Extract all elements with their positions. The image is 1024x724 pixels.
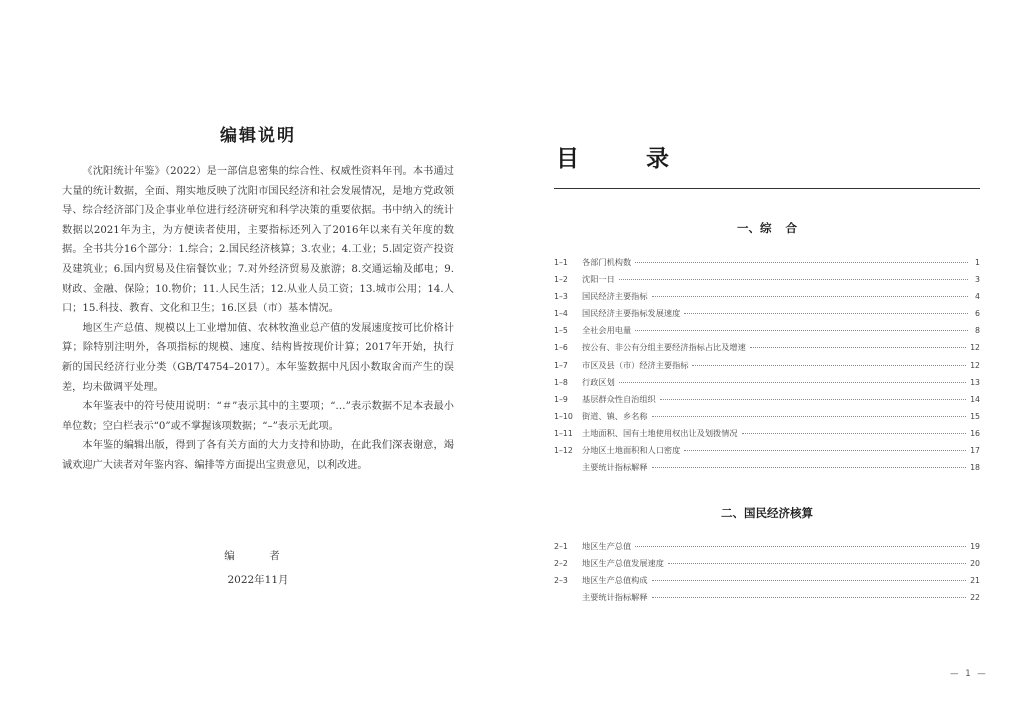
toc-dot-leader [652, 296, 968, 297]
signature-date: 2022年11月 [227, 574, 289, 586]
toc-dot-leader [652, 467, 967, 468]
toc-dot-leader [660, 399, 966, 400]
toc-entry[interactable] [554, 541, 980, 558]
toc-entry-page: 16 [970, 428, 980, 438]
signature-block [62, 548, 454, 587]
toc-entry-page: 19 [970, 542, 980, 551]
toc-dot-leader [652, 597, 967, 598]
toc-entry-title: 沈阳一日 [582, 274, 615, 285]
toc-dot-leader [742, 433, 967, 434]
signature-editor: 编 者 [224, 550, 292, 562]
section-heading-part: 一、综 [737, 221, 772, 235]
toc-entry[interactable] [554, 558, 980, 575]
toc-entry-page: 1 [975, 258, 980, 267]
toc-entry-page: 14 [970, 394, 980, 404]
editorial-notes-body [62, 162, 454, 476]
toc-entry-title: 按公有、非公有分组主要经济指标占比及增速 [582, 342, 746, 353]
toc-entry-number: 1–11 [554, 428, 573, 438]
toc-entry[interactable] [554, 342, 980, 359]
toc-entry-page: 12 [970, 343, 980, 353]
toc-entry-title: 主要统计指标解释 [582, 462, 648, 473]
toc-dot-leader [668, 563, 966, 564]
toc-entry[interactable] [554, 462, 980, 479]
toc-entry[interactable] [554, 411, 980, 428]
toc-entry-title: 地区生产总值发展速度 [582, 558, 664, 569]
toc-dot-leader [619, 382, 966, 383]
toc-entry-number: 1–9 [554, 394, 568, 404]
toc-entry-page: 3 [975, 275, 980, 285]
toc-entry[interactable] [554, 360, 980, 377]
toc-section-heading-overview [554, 220, 980, 236]
toc-entry-page: 8 [975, 326, 980, 336]
toc-entry-title: 分地区土地面积和人口密度 [582, 445, 681, 456]
toc-entry-number: 1–4 [554, 309, 568, 319]
toc-heading: 目 录 [556, 146, 691, 172]
notes-paragraph: 本年鉴的编辑出版，得到了各有关方面的大力支持和协助，在此我们深表谢意，竭诚欢迎广大读者对年鉴内容、编排等方面提出宝贵意见，以利改进。 [62, 440, 454, 471]
toc-dot-leader [635, 262, 968, 263]
toc-entry-number: 1–2 [554, 275, 568, 285]
toc-entry-title: 主要统计指标解释 [582, 592, 648, 603]
toc-entry[interactable] [554, 257, 980, 274]
toc-list-overview [554, 257, 980, 479]
notes-paragraph: 《沈阳统计年鉴》（2022）是一部信息密集的综合性、权威性资料年刊。本书通过大量的统计数据，全面、翔实地反映了沈阳市国民经济和社会发展情况，是地方党政领导、综合经济部门及企事业单位进行经济研究和科学决策的重要依据。书中纳入的统计数据以2021年为主，为方便读者使用，主要指标还列入了2016年以来有关年度的数据。全书共分16个部分：1.综合；2.国民经济核算；3.农业；4.工业；5.固定资产投资及建筑业；6.国内贸易及住宿餐饮业；7.对外经济贸易及旅游；8.交通运输及邮电；9.财政、金融、保险；10.物价；11.人民生活；12.从业人员工资；13.城市公用；14.人口；15.科技、教育、文化和卫生；16.区县（市）基本情况。 [62, 166, 454, 315]
toc-dot-leader [692, 365, 966, 366]
toc-entry-page: 13 [970, 377, 980, 387]
toc-entry[interactable] [554, 394, 980, 411]
editorial-notes-title: 编辑说明 [220, 126, 296, 146]
toc-entry[interactable] [554, 325, 980, 342]
toc-divider [554, 188, 980, 189]
toc-entry-number: 2–1 [554, 542, 568, 551]
toc-entry-title: 地区生产总值构成 [582, 575, 648, 586]
toc-entry-number: 1–5 [554, 326, 568, 336]
toc-entry-title: 各部门机构数 [582, 257, 632, 267]
toc-entry-title: 基层群众性自治组织 [582, 393, 656, 404]
toc-entry[interactable] [554, 428, 980, 445]
toc-entry-title: 土地面积、国有土地使用权出让及划拨情况 [582, 427, 738, 438]
toc-entry[interactable] [554, 592, 980, 609]
toc-entry-page: 21 [970, 576, 980, 586]
toc-entry-number: 1–12 [554, 446, 573, 456]
notes-paragraph: 地区生产总值、规模以上工业增加值、农林牧渔业总产值的发展速度按可比价格计算；除特别注明外，各项指标的规模、速度、结构皆按现价计算；2017年开始，执行新的国民经济行业分类（GB/T4754–2017）。本年鉴数据中凡因小数取舍而产生的误差，均未做调平处理。 [62, 322, 454, 393]
toc-dot-leader [619, 279, 968, 280]
toc-entry[interactable] [554, 575, 980, 592]
toc-entry-number: 1–3 [554, 292, 568, 302]
toc-dot-leader [684, 313, 968, 314]
section-heading-part: 合 [785, 221, 797, 235]
toc-entry-title: 街道、镇、乡名称 [582, 410, 648, 421]
toc-dot-leader [750, 347, 966, 348]
toc-entry-page: 20 [970, 559, 980, 569]
page-number: — 1 — [950, 669, 988, 679]
toc-dot-leader [652, 416, 967, 417]
toc-entry-title: 国民经济主要指标 [582, 291, 648, 302]
toc-entry-number: 1–1 [554, 258, 568, 267]
notes-paragraph: 本年鉴表中的符号使用说明：“＃”表示其中的主要项；“…”表示数据不足本表最小单位数；空白栏表示“0”或不掌握该项数据；“–”表示无此项。 [62, 401, 454, 432]
toc-entry-page: 18 [970, 463, 980, 473]
toc-entry[interactable] [554, 377, 980, 394]
toc-entry-title: 国民经济主要指标发展速度 [582, 308, 681, 319]
toc-entry[interactable] [554, 291, 980, 308]
toc-entry-page: 17 [970, 446, 980, 456]
toc-entry-title: 全社会用电量 [582, 325, 632, 336]
toc-entry-title: 行政区划 [582, 376, 615, 387]
toc-entry-page: 6 [975, 309, 980, 319]
toc-entry-page: 12 [970, 360, 980, 370]
toc-entry-page: 15 [970, 411, 980, 421]
toc-dot-leader [635, 546, 966, 547]
toc-entry-page: 22 [970, 593, 980, 603]
toc-dot-leader [684, 450, 966, 451]
toc-entry[interactable] [554, 274, 980, 291]
toc-entry-number: 2–2 [554, 559, 568, 569]
toc-entry-number: 1–6 [554, 343, 568, 353]
toc-entry-number: 2–3 [554, 576, 568, 586]
toc-entry-number: 1–10 [554, 411, 573, 421]
toc-entry[interactable] [554, 445, 980, 462]
toc-list-national-accounts [554, 541, 980, 609]
toc-entry-number: 1–7 [554, 360, 568, 370]
toc-dot-leader [635, 330, 968, 331]
toc-entry[interactable] [554, 308, 980, 325]
toc-entry-title: 市区及县（市）经济主要指标 [582, 359, 689, 370]
toc-dot-leader [652, 580, 967, 581]
toc-entry-title: 地区生产总值 [582, 541, 632, 551]
toc-entry-page: 4 [975, 292, 980, 302]
toc-section-heading-national-accounts: 二、国民经济核算 [721, 506, 813, 520]
toc-entry-number: 1–8 [554, 377, 568, 387]
